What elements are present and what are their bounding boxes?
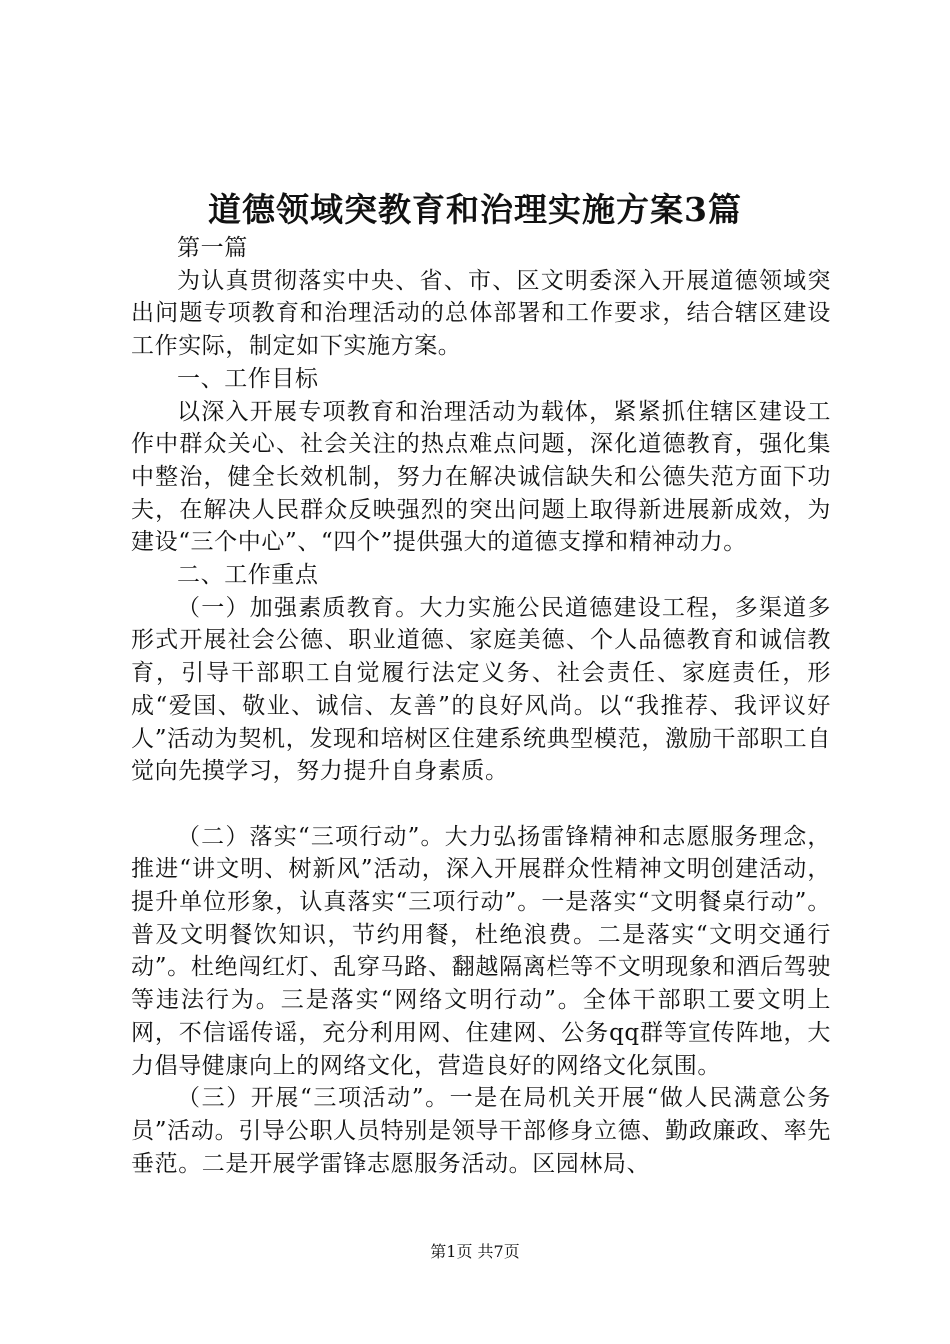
document-title: 道德领域突教育和治理实施方案3篇 — [208, 190, 742, 229]
focus-item-2: （二）落实“三项行动”。大力弘扬雷锋精神和志愿服务理念，推进“讲文明、树新风”活动，深入开展群众性精神文明创建活动，提升单位形象，认真落实“三项行动”。一是落实“文明餐桌行动”。普及文明餐饮知识，节约用餐，杜绝浪费。二是落实“文明交通行动”。杜绝闯红灯、乱穿马路、翻越隔离栏等不文明现象和酒后驾驶等违法行为。三是落实“网络文明行动”。全体干部职工要文明上网，不信谣传谣，充分利用网、住建网、公务qq群等宣传阵地，大力倡导健康向上的网络文化，营造良好的网络文化氛围。 — [131, 823, 831, 1079]
section-label: 第一篇 — [177, 235, 248, 261]
intro-paragraph: 为认真贯彻落实中央、省、市、区文明委深入开展道德领域突出问题专项教育和治理活动的总体部署和工作要求，结合辖区建设工作实际，制定如下实施方案。 — [131, 267, 831, 360]
focus-item-1: （一）加强素质教育。大力实施公民道德建设工程，多渠道多形式开展社会公德、职业道德、家庭美德、个人品德教育和诚信教育，引导干部职工自觉履行法定义务、社会责任、家庭责任，形成“爱国、敬业、诚信、友善”的良好风尚。以“我推荐、我评议好人”活动为契机，发现和培树区住建系统典型模范，激励干部职工自觉向先摸学习，努力提升自身素质。 — [131, 594, 831, 785]
heading-work-goal: 一、工作目标 — [177, 365, 319, 392]
page-number: 第1页 共7页 — [430, 1242, 520, 1261]
document-body — [131, 232, 831, 1180]
focus-item-3: （三）开展“三项活动”。一是在局机关开展“做人民满意公务员”活动。引导公职人员特别是领导干部修身立德、勤政廉政、率先垂范。二是开展学雷锋志愿服务活动。区园林局、 — [131, 1085, 831, 1177]
work-goal-paragraph: 以深入开展专项教育和治理活动为载体，紧紧抓住辖区建设工作中群众关心、社会关注的热点难点问题，深化道德教育，强化集中整治，健全长效机制，努力在解决诚信缺失和公德失范方面下功夫，在解决人民群众反映强烈的突出问题上取得新进展新成效，为建设“三个中心”、“四个”提供强大的道德支撑和精神动力。 — [131, 398, 831, 556]
heading-work-focus: 二、工作重点 — [177, 562, 319, 589]
